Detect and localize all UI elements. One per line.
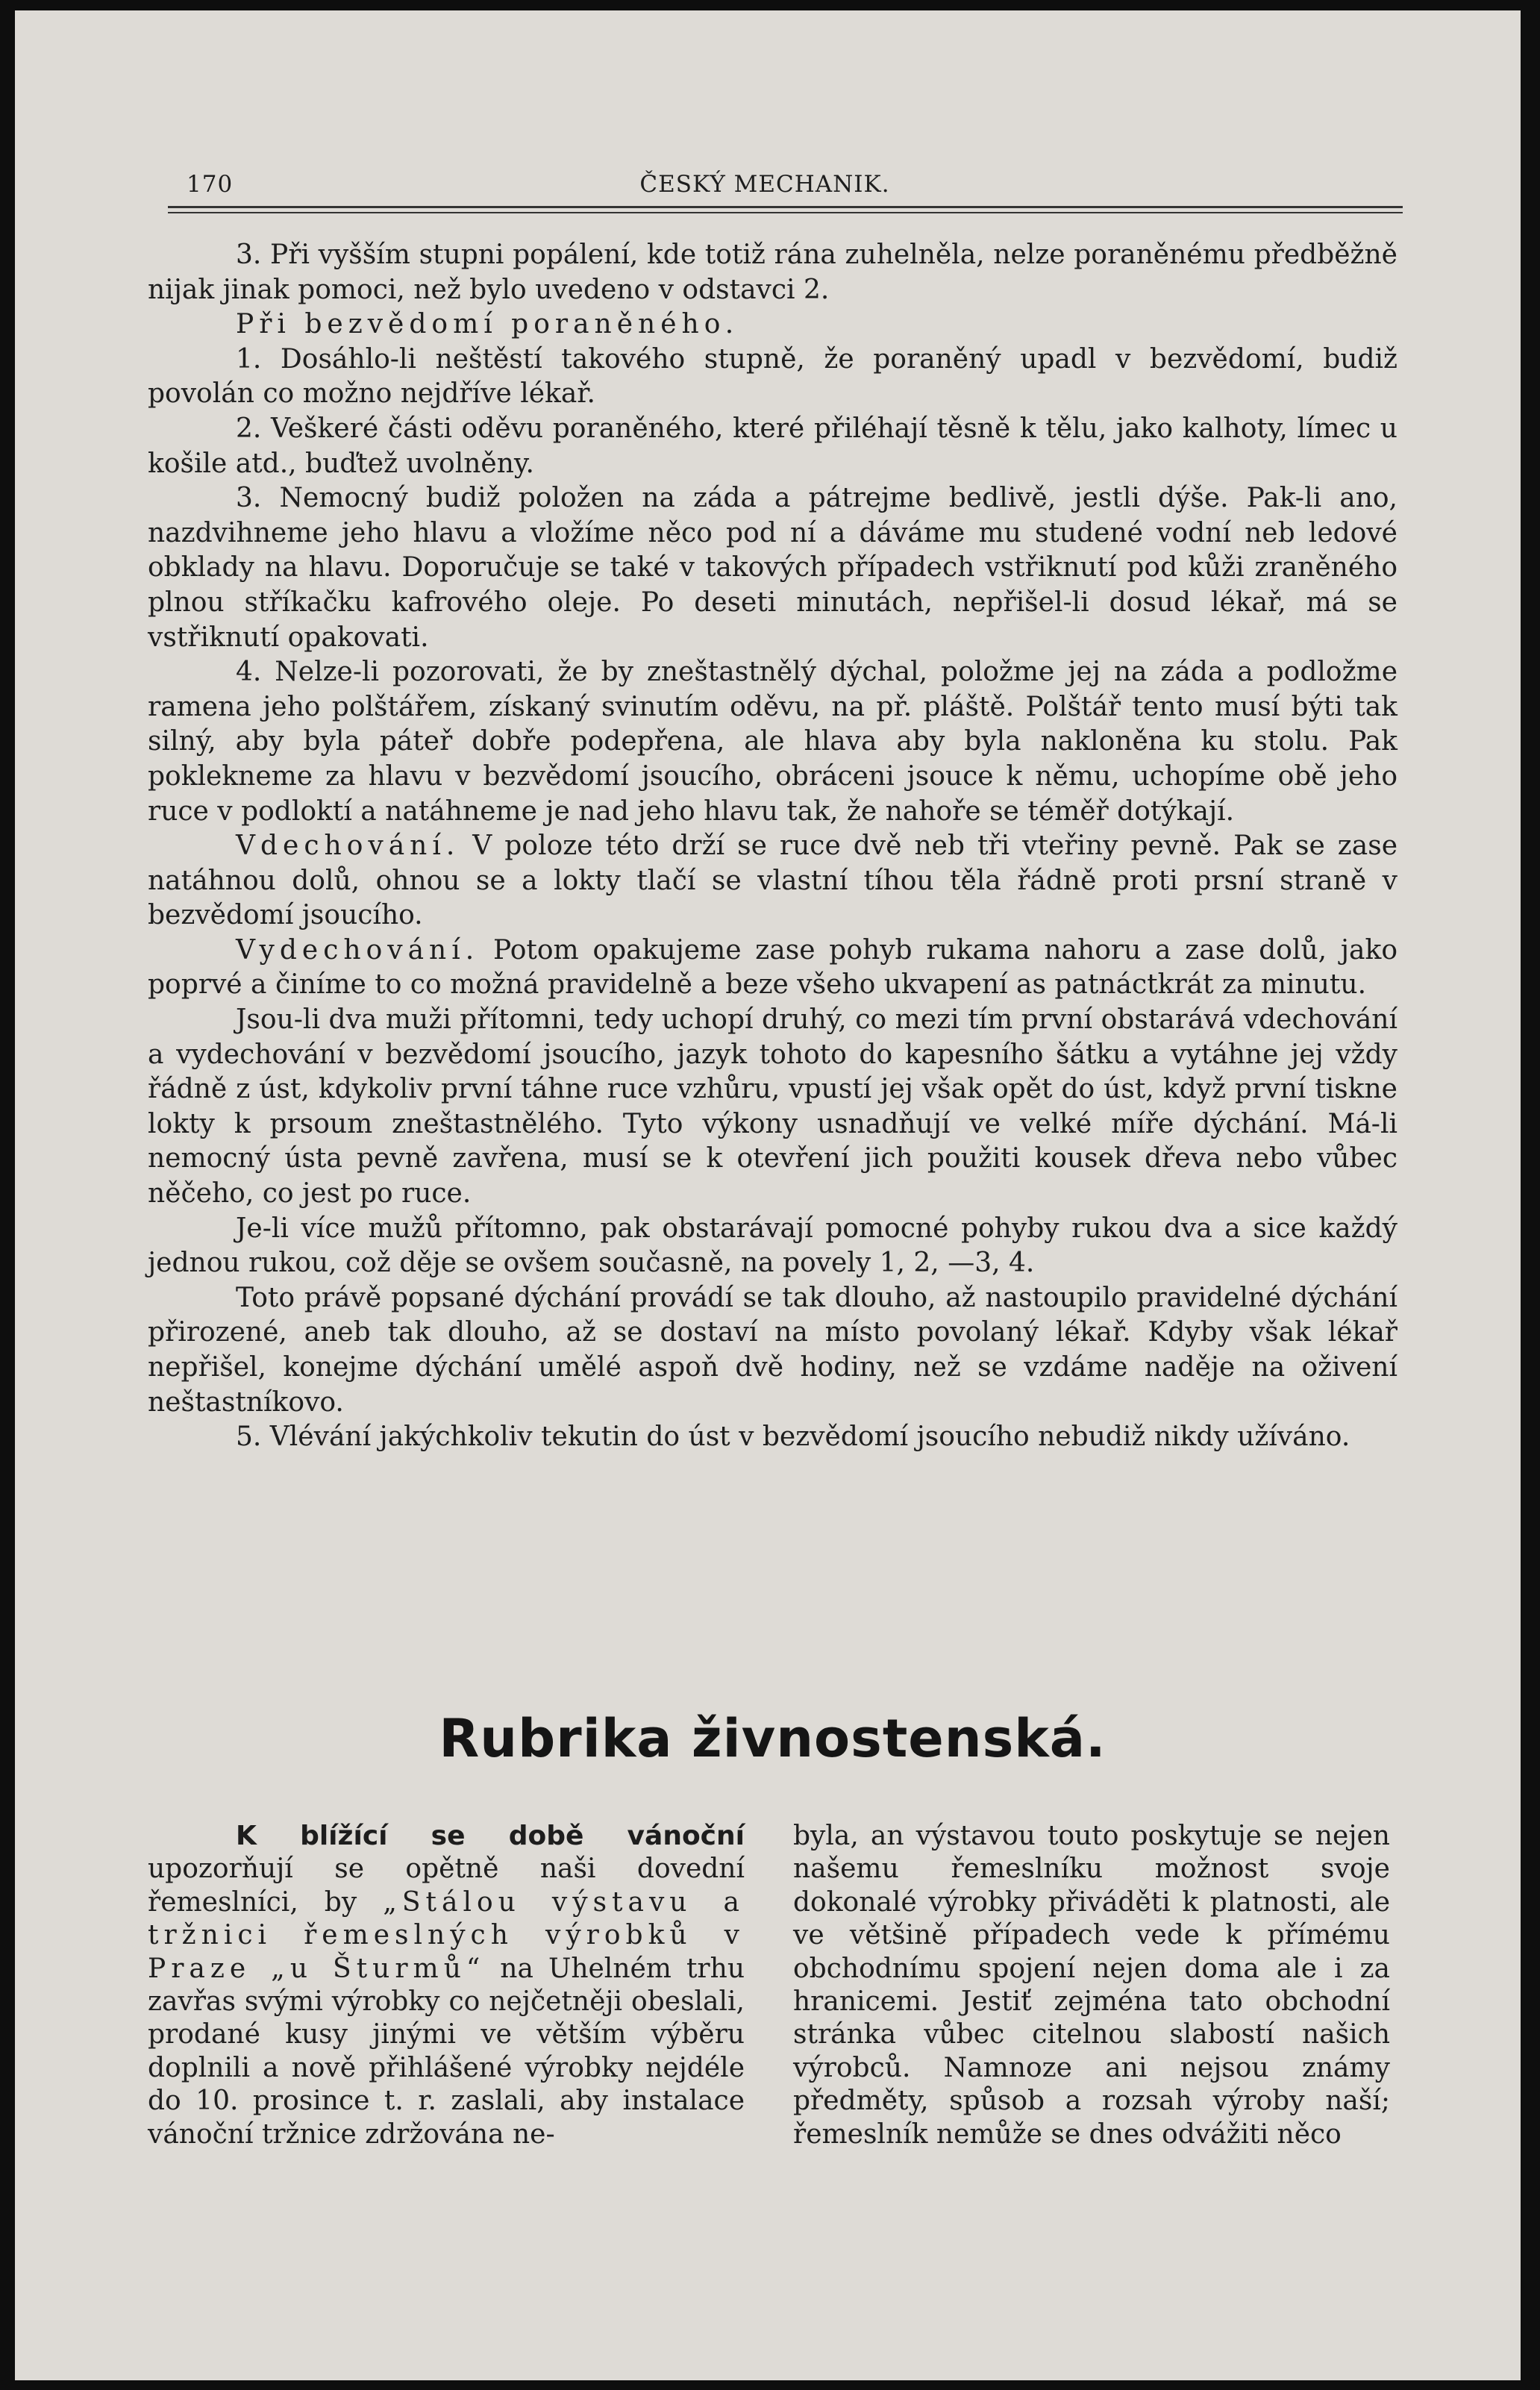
paragraph-3: 3. Nemocný budiž položen na záda a pátrejme bedlivě, jestli dýše. Pak-li ano, nazdvihneme jeho hlavu a vložíme něco pod ní a dáváme mu studené vodní neb ledové obklady na hlavu. Doporučuje se také v takových případech vstřiknutí pod kůži zraněného plnou stříkačku kafrového oleje. Po deseti minutách, nepřišel-li dosud lékař, má se vstřiknutí opakovati. [148,483,1397,653]
paragraph-two-men: Jsou-li dva muži přítomni, tedy uchopí druhý, co mezi tím první obstarává vdechování a vydechování v bezvědomí jsoucího, jazyk tohoto do kapesního šátku a vytáhne jej vždy řádně z úst, kdykoliv první táhne ruce vzhůru, vpustí jej však opět do úst, když první tiskne lokty k prsoum zneštastnělého. Tyto výkony usnadňují ve velké míře dýchání. Má-li nemocný ústa pevně zavřena, musí se k otevření jich použiti kousek dřeva nebo vůbec něčeho, co jest po ruce. [148,1004,1397,1210]
paragraph-4: 4. Nelze-li pozorovati, že by zneštastnělý dýchal, položme jej na záda a podložme ramena jeho polštářem, získaný svinutím oděvu, na př. pláště. Polštář tento musí býti tak silný, aby byla páteř dobře podepřena, ale hlava aby byla nakloněna ku stolu. Pak poklekneme za hlavu v bezvědomí jsoucího, obráceni jsouce k němu, uchopíme obě jeho ruce v podloktí a natáhneme je nad jeho hlavu tak, že nahoře se téměř dotýkají. [148,657,1397,827]
left-text-2: na Uhelném trhu zavřas svými výrobky co nejčetněji obeslali, prodané kusy jinými ve větším výběru doplnili a nově přihlášené výrobky nejdéle do 10. prosince t. r. zaslali, aby instalace vánoční tržnice zdržována ne- [148,1953,745,2150]
paragraph-3-burns: 3. Při vyšším stupni popálení, kde totiž rána zuhelněla, nelze poraněnému předběžně nijak jinak pomoci, než bylo uvedeno v odstavci 2. [148,240,1397,305]
column-right [793,1820,1390,2151]
paragraph-1: 1. Dosáhlo-li neštěstí takového stupně, že poraněný upadl v bezvědomí, budiž povolán co možno nejdříve lékař. [148,343,1397,410]
article-body [148,238,1397,1455]
paragraph-exhalation [148,933,1397,1003]
header-rule [168,206,1403,208]
header-rule-thin [168,212,1403,213]
exhibition-name: „Stálou výstavu a tržnici řemeslných výrobků v Praze „u Šturmů“ [148,1886,745,1984]
left-text-1: upozorňují se opětně naši dovední řemeslníci, by [148,1853,745,1918]
lead-phrase: K blížící se době vánoční [236,1821,745,1851]
page [15,10,1521,2380]
subheading-unconscious: Při bezvědomí poraněného. [236,309,739,340]
paragraph-5: 5. Vlévání jakýchkoliv tekutin do úst v bezvědomí jsoucího nebudiž nikdy užíváno. [236,1421,1350,1453]
column-left [148,1820,745,2151]
column-left-paragraph [148,1820,745,2151]
paragraph-inhalation [148,829,1397,933]
running-header [127,171,1403,207]
page-number: 170 [187,171,234,198]
exhalation-text: Potom opakujeme zase pohyb rukama nahoru a zase dolů, jako poprvé a činíme to co možná pravidelně a beze všeho ukvapení as patnáctkrát za minutu. [148,934,1397,1001]
paragraph-more-men: Je-li více mužů přítomno, pak obstarávají pomocné pohyby rukou dva a sice každý jednou rukou, což děje se ovšem současně, na povely 1, 2, —3, 4. [148,1213,1397,1279]
column-right-paragraph: byla, an výstavou touto poskytuje se nejen našemu řemeslníku možnost svoje dokonalé výrobky přiváděti k platnosti, ale ve většině případech vede k přímému obchodnímu spojení nejen doma ale i za hranicemi. Jestiť zejména tato obchodní stránka vůbec citelnou slabostí našich výrobců. Namnoze ani nejsou známy předměty, spůsob a rozsah výroby naší; řemeslník nemůže se dnes odvážiti něco [793,1821,1390,2150]
inhalation-label: Vdechování. [236,830,460,862]
paragraph-2: 2. Veškeré části oděvu poraněného, které přiléhají těsně k tělu, jako kalhoty, límec u košile atd., buďtež uvolněny. [148,413,1397,479]
exhalation-label: Vydechování. [236,934,480,966]
paragraph-duration: Toto právě popsané dýchání provádí se tak dlouho, až nastoupilo pravidelné dýchání přirozené, aneb tak dlouho, až se dostaví na místo povolaný lékař. Kdyby však lékař nepřišel, konejme dýchání umělé aspoň dvě hodiny, než se vzdáme naděje na oživení neštastníkovo. [148,1282,1397,1418]
inhalation-text: V poloze této drží se ruce dvě neb tři vteřiny pevně. Pak se zase natáhnou dolů, ohnou se a lokty tlačí se vlastní tíhou těla řádně proti prsní straně v bezvědomí jsoucího. [148,830,1397,931]
section-title: Rubrika živnostenská. [439,1708,1107,1769]
journal-title: ČESKÝ MECHANIK. [639,171,890,198]
